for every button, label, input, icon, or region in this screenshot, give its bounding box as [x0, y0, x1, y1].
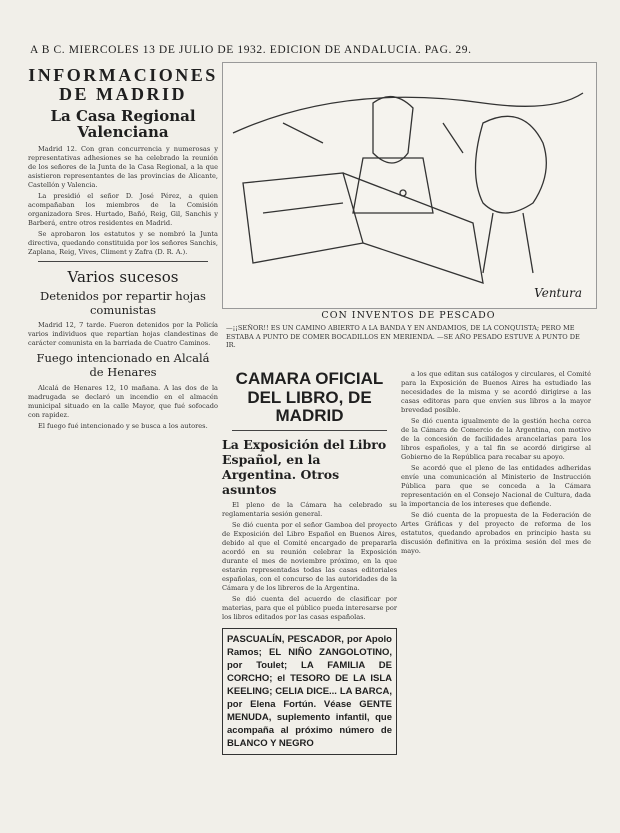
page-header: A B C. MIERCOLES 13 DE JULIO DE 1932. EDICION DE ANDALUCIA. PAG. 29. [30, 44, 472, 56]
cartoon-signature: Ventura [534, 286, 582, 300]
article-paragraph: Se dió cuenta del acuerdo de clasificar por materias, para que el público pueda interesarse por los libros editados por las casas españolas. [222, 595, 397, 622]
article-paragraph: Se dió cuenta por el señor Gamboa del proyecto de Exposición del Libro Español en Buenos Aires, debido al que el Comité encargado de prepararla acordó en su reunión celebrar la Exposición durante el mes de noviembre próximo, en la que estarán representadas todas las casas editoriales españolas, con el concurso de las autoridades de la Cámara y de los libreros de la Argentina. [222, 521, 397, 593]
cartoon-illustration [222, 62, 597, 309]
column-right [401, 370, 591, 558]
section-title: INFORMACIONES DE MADRID [28, 65, 218, 104]
column-left [28, 66, 218, 433]
article-paragraph: Alcalá de Henares 12, 10 mañana. A las dos de la madrugada se declaró un incendio en el almacén municipal situado en la calle Mayor, que fué sofocado con rapidez. [28, 383, 218, 419]
varios-title: Varios sucesos [67, 267, 179, 286]
cartoon-dialogue: —¡¡SEÑOR!! ES UN CAMINO ABIERTO A LA BANDA Y EN ANDAMIOS, DE LA CONQUISTA; PERO ME ESTABA A PUNTO DE COMER BOCADILLOS EN MERIENDA. —SE AÑO PESADO ESTUVE A PUNTO DE IR. [226, 324, 580, 349]
cartoon-caption: CON INVENTOS DE PESCADO [321, 310, 496, 321]
varios-subtitle: Detenidos por repartir hojas comunistas [40, 288, 206, 317]
article-paragraph: Madrid 12. Con gran concurrencia y numerosas y representativas adhesiones se ha celebrado la reunión de los señores de la Junta de la Casa Regional, a la que asistieron representantes de las provincias de Alicante, Castellón y Valencia. [28, 144, 218, 189]
cartoon-drawing [223, 63, 596, 308]
column-middle [222, 370, 397, 755]
divider [232, 430, 387, 431]
article-paragraph: La presidió el señor D. José Pérez, a quien acompañaban los miembros de la Comisión organizadora Sres. Hurtado, Bañó, Reig, Gil, Sanchis y Barberá, entre otros residentes en Madrid. [28, 191, 218, 227]
article-paragraph: a los que editan sus catálogos y circulares, el Comité para la Exposición de Buenos Aires ha estudiado las necesidades de la misma y se acordó dirigirse a las casas editoras para que envíen sus libros a la mayor brevedad posible. [401, 370, 591, 414]
article-paragraph: Se acordó que el pleno de las entidades adheridas envíe una comunicación al Ministerio de Instrucción Pública para que se conceda a la Cámara representación en el Consejo Nacional de Cultura, dada la importancia de los intereses que defiende. [401, 464, 591, 508]
article-paragraph: Se dió cuenta igualmente de la gestión hecha cerca de la Cámara de Comercio de la Argentina, con motivo de la concesión de facilidades arancelarias para los libros españoles, y a tal fin se acordó dirigirse al Gobierno de la República para recabar su apoyo. [401, 417, 591, 461]
article-paragraph: Se dió cuenta de la propuesta de la Federación de Artes Gráficas y del proyecto de reforma de los estatutos, quedando aprobados en principio hasta su discusión definitiva en la próxima sesión del mes de mayo. [401, 511, 591, 555]
camara-title: CAMARA OFICIAL DEL LIBRO, DE MADRID [235, 369, 384, 426]
exposicion-title: La Exposición del Libro Español, en la Argentina. Otros asuntos [222, 437, 387, 498]
article-title-casa-valenciana: La Casa Regional Valenciana [50, 106, 196, 142]
article-paragraph: Se aprobaron los estatutos y se nombró la Junta directiva, quedando constituida por los señores Sanchis, Zaplana, Reig, Vives, Climent y Zafra (D. R. A.). [28, 229, 218, 256]
article-paragraph: El pleno de la Cámara ha celebrado su reglamentaria sesión general. [222, 501, 397, 519]
fuego-title: Fuego intencionado en Alcalá de Henares [36, 351, 210, 380]
gente-menuda-ad: PASCUALÍN, PESCADOR, por Apolo Ramos; EL NIÑO ZANGOLOTINO, por Toulet; LA FAMILIA DE CORCHO; el TESORO DE LA ISLA KEELING; CELIA DICE... LA BARCA, por Elena Fortún. Véase GENTE MENUDA, suplemento infantil, que acompaña al próximo número de BLANCO Y NEGRO [222, 628, 397, 755]
article-paragraph: El fuego fué intencionado y se busca a los autores. [38, 421, 208, 430]
divider [38, 261, 208, 262]
article-paragraph: Madrid 12, 7 tarde. Fueron detenidos por la Policía varios individuos que repartían hojas clandestinas de carácter comunista en la barriada de Cuatro Caminos. [28, 321, 218, 348]
